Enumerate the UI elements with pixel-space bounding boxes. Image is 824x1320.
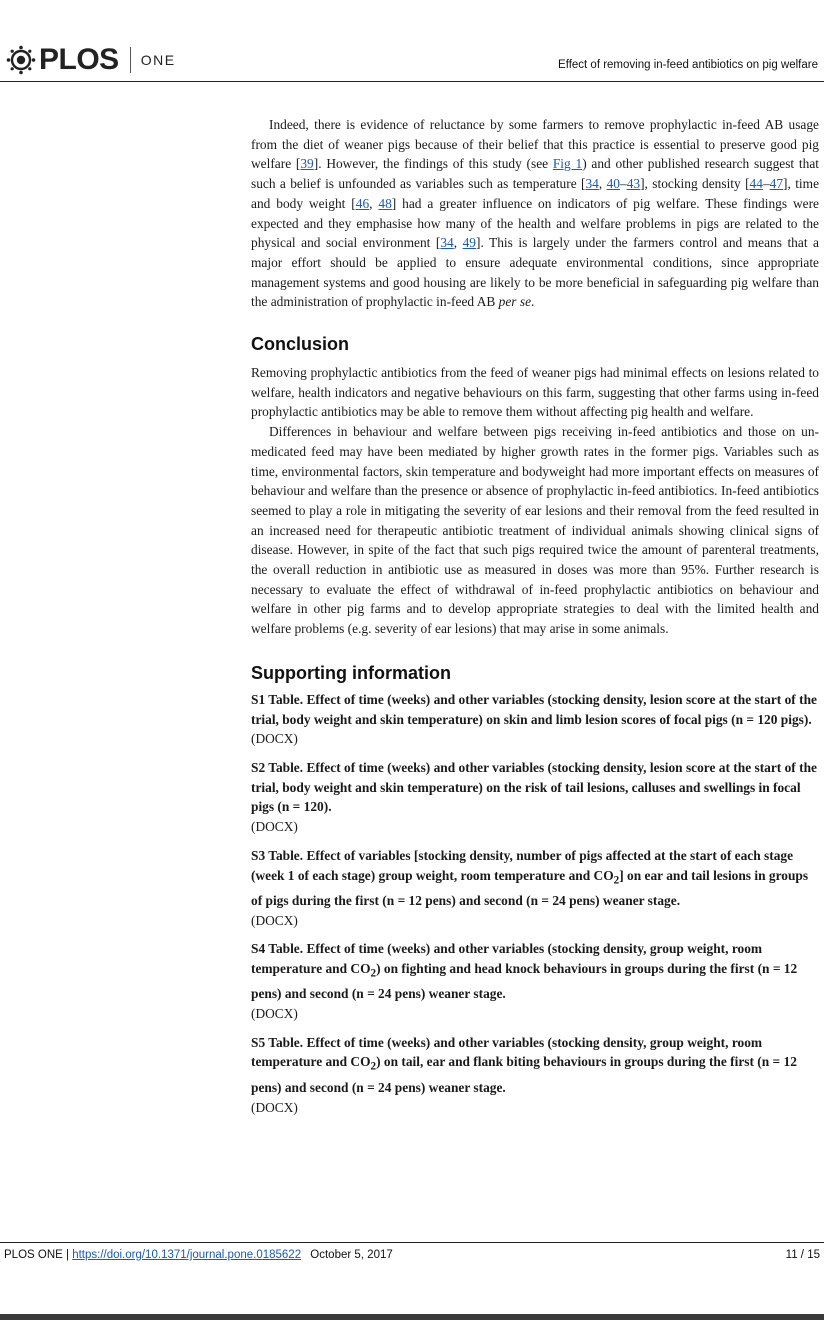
footer-date: October 5, 2017 xyxy=(310,1249,393,1261)
conclusion-paragraph-1: Removing prophylactic antibiotics from the feed of weaner pigs had minimal effects on lesions related to welfare, health indicators and negative behaviours on this farm, suggesting that other farms using in-feed prophylactic antibiotics may be able to remove them without affecting pig health and welfare. xyxy=(251,365,819,420)
supporting-item-s4[interactable] xyxy=(251,939,819,1023)
plos-logo-icon xyxy=(6,45,36,75)
article-body xyxy=(251,115,819,1126)
supporting-item-s5[interactable] xyxy=(251,1033,819,1117)
footer-divider xyxy=(0,1242,824,1243)
citation-link[interactable]: 43 xyxy=(626,176,641,192)
supporting-item-s1[interactable] xyxy=(251,690,819,749)
conclusion-heading: Conclusion xyxy=(251,334,349,355)
supporting-item-format[interactable]: (DOCX) xyxy=(251,1099,298,1115)
running-title: Effect of removing in-feed antibiotics on pig welfare xyxy=(558,59,818,71)
doi-link[interactable]: https://doi.org/10.1371/journal.pone.0185622 xyxy=(72,1249,302,1261)
discussion-paragraph: Indeed, there is evidence of reluctance by some farmers to remove prophylactic in-feed AB usage from the diet of weaner pigs because of their belief that this practice is essential to preserve good pig welfare [39]. However, the findings of this study (see Fig 1) and other published research suggest that such a belief is unfounded as variables such as temperature [34, 40–43], stocking density [44–47], time and body weight [46, 48] had a greater influence on indicators of pig welfare. These findings were expected and they emphasise how many of the health and welfare problems in pigs are related to the physical and social environment [34, 49]. This is largely under the farmers control and means that a major effort should be applied to ensure adequate environmental conditions, since appropriate management systems and good housing are likely to be more beneficial in safeguarding pig welfare than the administration of prophylactic in-feed AB per se. xyxy=(251,117,820,310)
citation-link[interactable]: 40 xyxy=(606,176,620,192)
logo-one-text: ONE xyxy=(140,52,176,68)
supporting-item-s2[interactable] xyxy=(251,758,819,837)
citation-link[interactable]: 46 xyxy=(355,195,370,211)
conclusion-paragraph-2: Differences in behaviour and welfare between pigs receiving in-feed antibiotics and those on un-medicated feed may have been mediated by higher growth rates in the former pigs. Variables such as time, environmental factors, skin temperature and bodyweight had more important effects on measures of behaviour and welfare than the presence or absence of prophylactic in-feed antibiotics. In-feed antibiotics seemed to play a role in mitigating the severity of ear lesions and their removal from the feed resulted in an increased need for therapeutic antibiotic treatment of individual animals showing clinical signs of disease. However, in spite of the fact that such pigs required twice the amount of parenteral treatments, the overall reduction in antibiotic use as measured in doses was more than 95%. Further research is necessary to evaluate the effect of withdrawal of in-feed prophylactic antibiotics on behaviour and welfare in other pig farms and to develop appropriate strategies to deal with the limited health and welfare problems (e.g. severity of ear lesions) that may arise in some animals. xyxy=(251,424,819,637)
citation-link[interactable]: 49 xyxy=(462,235,476,251)
footer-journal: PLOS ONE | xyxy=(4,1249,69,1261)
supporting-item-format[interactable]: (DOCX) xyxy=(251,1006,298,1022)
citation-link[interactable]: 34 xyxy=(440,235,454,251)
citation-link[interactable]: 39 xyxy=(300,156,314,172)
supporting-item-format[interactable]: (DOCX) xyxy=(251,912,298,928)
citation-link[interactable]: 44 xyxy=(749,176,763,192)
supporting-item-title: S4 Table. Effect of time (weeks) and other variables (stocking density, group weight, room temperature and $CO_2$) on fighting and head knock behaviours in groups during the first (n = 12 pens) and second (n = 24 pens) weaner stage. xyxy=(251,941,798,1002)
page-footer xyxy=(4,1249,820,1261)
figure-link[interactable]: Fig 1 xyxy=(552,156,583,172)
citation-link[interactable]: 34 xyxy=(585,176,599,192)
plos-one-logo xyxy=(6,40,176,80)
page-header xyxy=(0,0,824,84)
logo-divider xyxy=(130,47,131,73)
logo-plos-text: PLOS xyxy=(39,43,119,76)
viewer-bottom-bar xyxy=(0,1314,824,1320)
citation-link[interactable]: 48 xyxy=(378,195,392,211)
supporting-item-s3[interactable] xyxy=(251,846,819,930)
header-divider xyxy=(0,81,824,82)
supporting-item-title: S1 Table. Effect of time (weeks) and other variables (stocking density, lesion score at the start of the trial, body weight and skin temperature) on skin and limb lesion scores of focal pigs (n = 120 pigs). xyxy=(251,691,817,727)
supporting-item-format[interactable]: (DOCX) xyxy=(251,819,298,835)
supporting-item-title: S3 Table. Effect of variables [stocking density, number of pigs affected at the start of each stage (week 1 of each stage) group weight, room temperature and $CO_2$] on ear and tail lesions in groups of pigs during the first (n = 12 pens) and second (n = 24 pens) weaner stage. xyxy=(251,847,809,908)
supporting-information-heading: Supporting information xyxy=(251,662,451,683)
citation-link[interactable]: 47 xyxy=(769,176,784,192)
supporting-item-title: S2 Table. Effect of time (weeks) and other variables (stocking density, lesion score at the start of the trial, body weight and skin temperature) on the risk of tail lesions, calluses and swellings in focal pigs (n = 120). xyxy=(251,759,817,815)
supporting-item-title: S5 Table. Effect of time (weeks) and other variables (stocking density, group weight, room temperature and $CO_2$) on tail, ear and flank biting behaviours in groups during the first (n = 12 pens) and second (n = 24 pens) weaner stage. xyxy=(251,1034,797,1095)
supporting-item-format[interactable]: (DOCX) xyxy=(251,731,298,747)
page-number: 11 / 15 xyxy=(785,1249,820,1261)
